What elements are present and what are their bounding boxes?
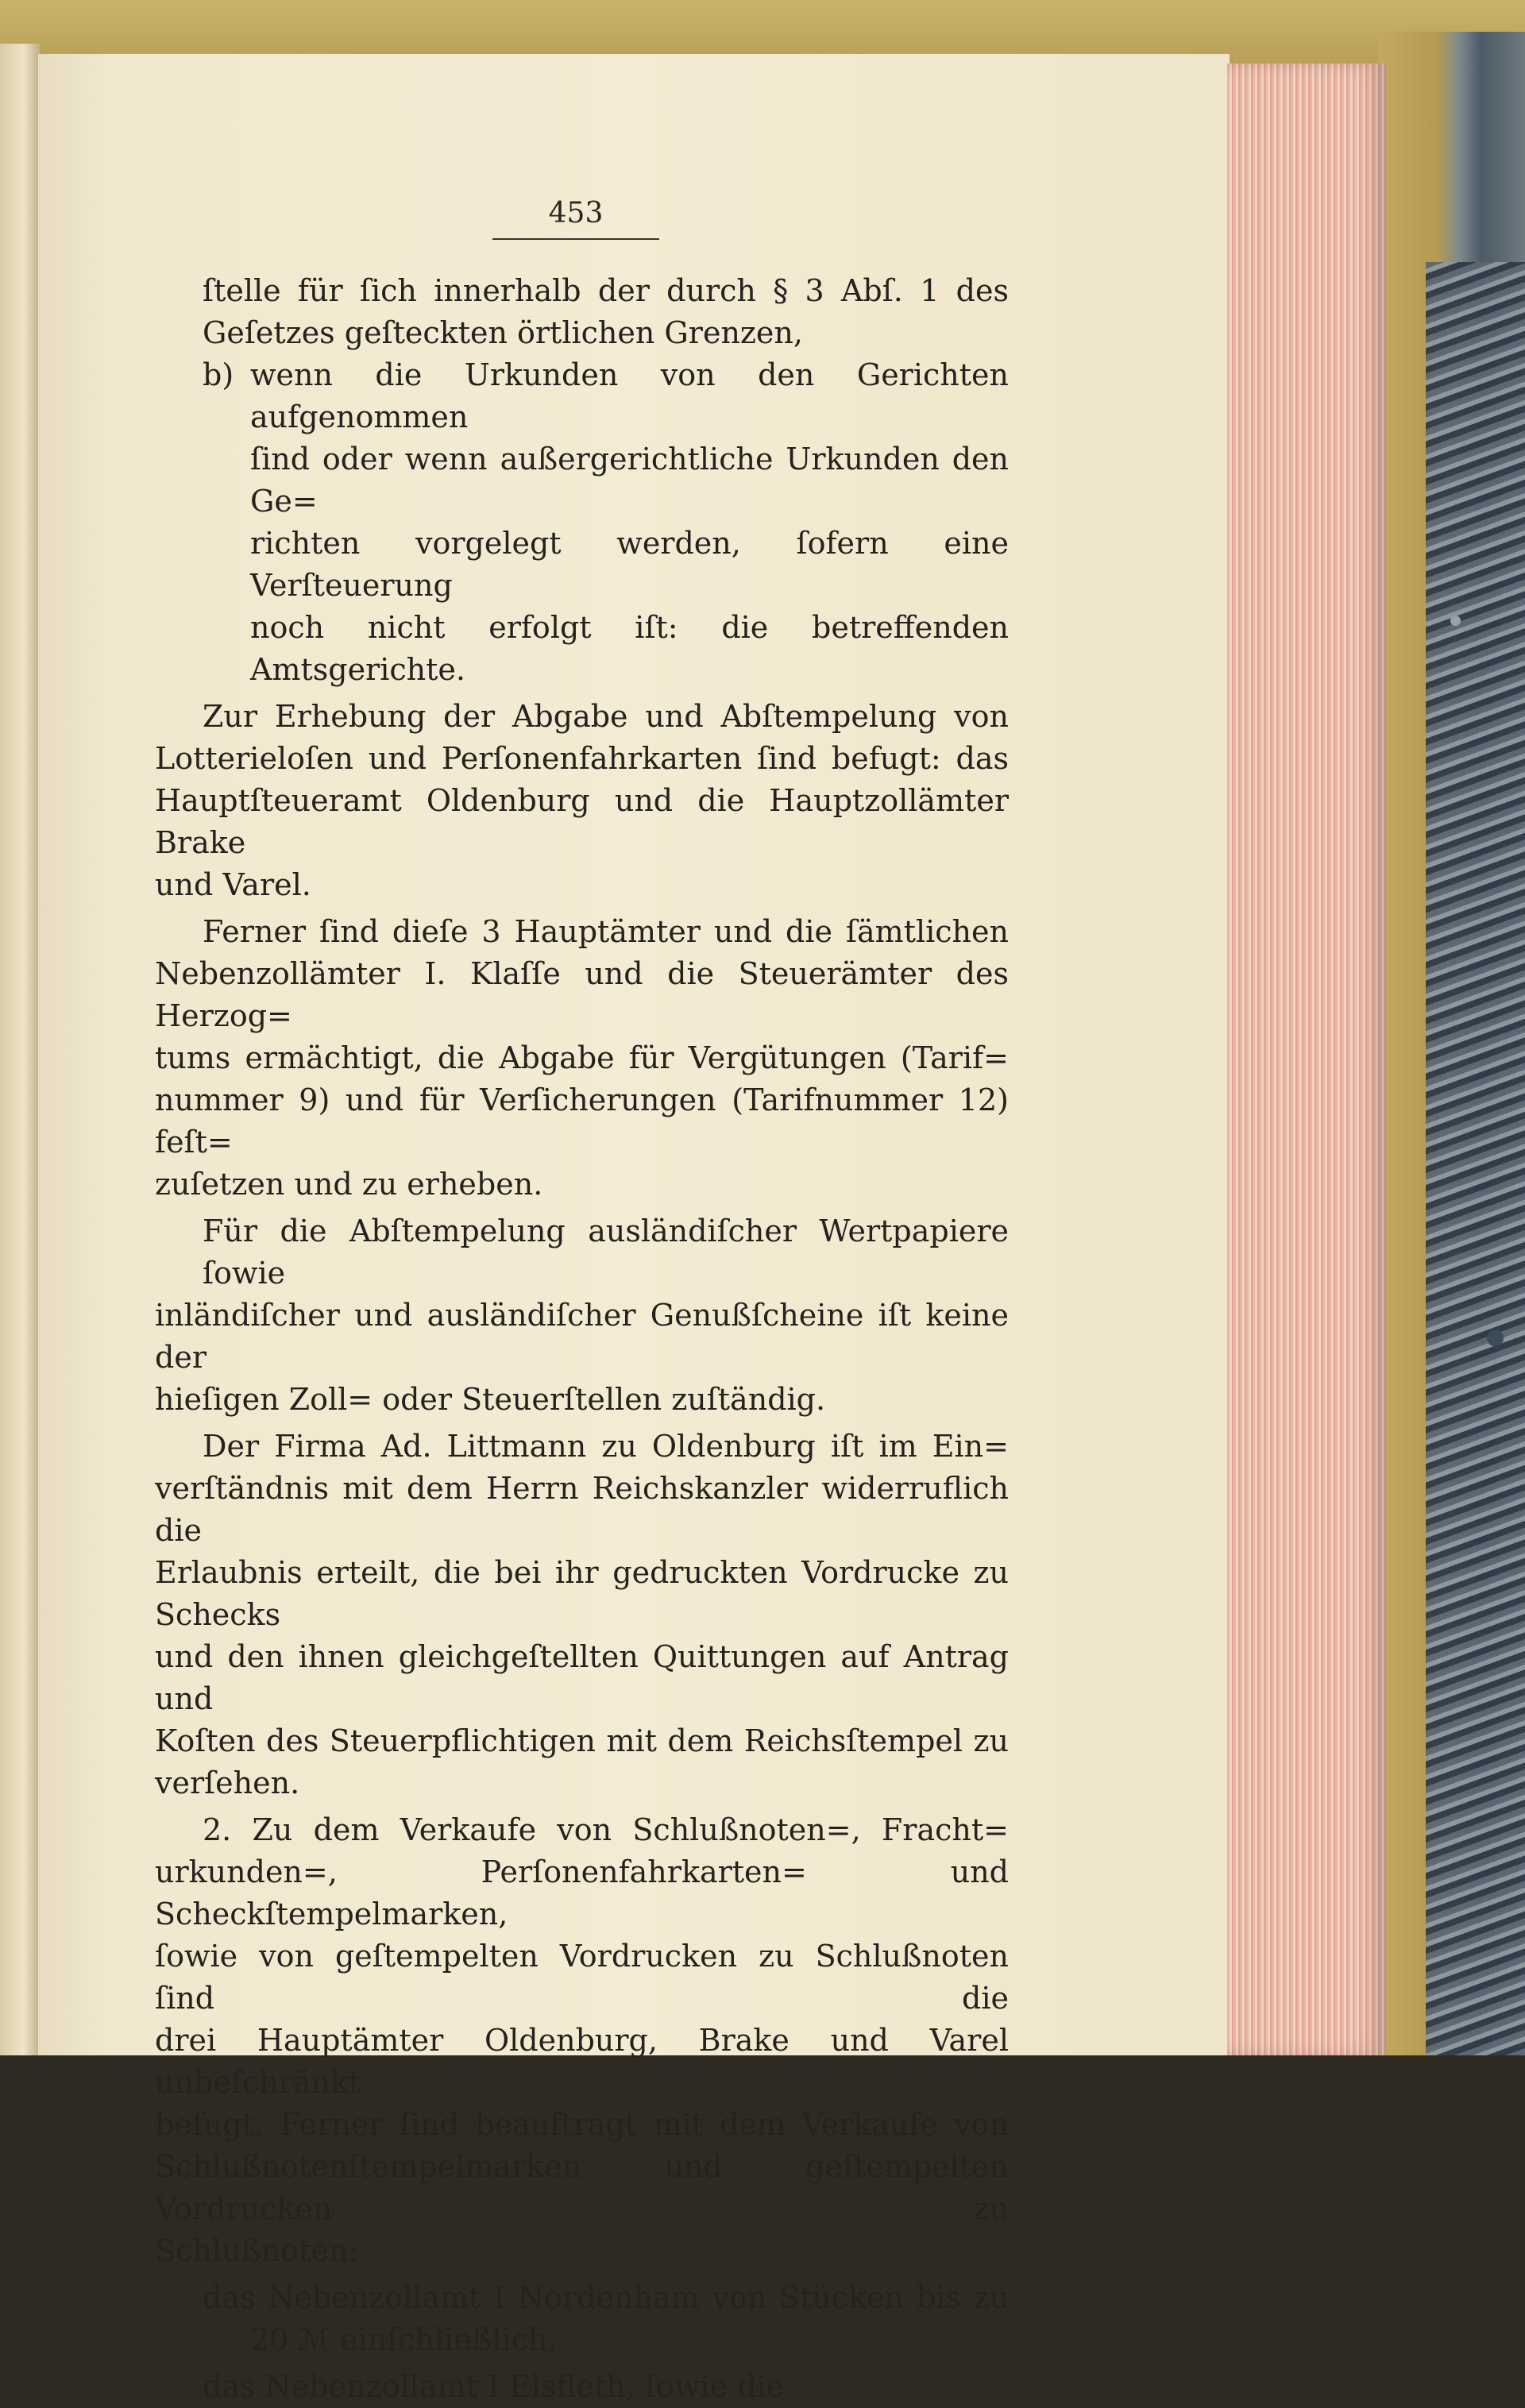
page-number: 453: [548, 197, 604, 230]
text-line: drei Hauptämter Oldenburg, Brake und Varel unbeſchränkt: [155, 2023, 1009, 2100]
text-line: Ferner ſind dieſe 3 Hauptämter und die ſämtlichen: [203, 914, 1009, 949]
text-line: 20 ℳ einſchließlich,: [250, 2322, 558, 2357]
text-line: Nebenzollämter I. Klaſſe und die Steuerämter des Herzog=: [155, 956, 1009, 1033]
text-line: noch nicht erfolgt iſt: die betreffenden Amtsgerichte.: [250, 610, 1009, 687]
header-rule: [492, 238, 659, 240]
text-line: und Varel.: [155, 867, 311, 902]
page-edges: [1227, 64, 1386, 2055]
text-line: Koſten des Steuerpflichtigen mit dem Reichsſtempel zu: [155, 1723, 1009, 1758]
text-line: nummer 9) und für Verſicherungen (Tarifnummer 12) feſt=: [155, 1082, 1009, 1160]
text-line: Für die Abſtempelung ausländiſcher Wertpapiere ſowie: [203, 1214, 1009, 1291]
text-line: Lotterieloſen und Perſonenfahrkarten ſind befugt: das: [155, 741, 1009, 776]
text-line: verſehen.: [155, 1765, 300, 1800]
page-text: [155, 270, 1009, 2408]
text-line: 2. Zu dem Verkaufe von Schlußnoten=, Fracht=: [203, 1812, 1009, 1847]
text-line: verſtändnis mit dem Herrn Reichskanzler widerruflich die: [155, 1471, 1009, 1548]
text-line: Zur Erhebung der Abgabe und Abſtempelung von: [203, 699, 1009, 734]
list-item-b: [155, 354, 1009, 438]
text-line: zuſetzen und zu erheben.: [155, 1167, 543, 1202]
text-line: Geſetzes geſteckten örtlichen Grenzen,: [203, 315, 803, 350]
text-line: Der Firma Ad. Littmann zu Oldenburg iſt im Ein=: [203, 1429, 1009, 1464]
text-line: ſind oder wenn außergerichtliche Urkunden den Ge=: [250, 442, 1009, 519]
text-line: wenn die Urkunden von den Gerichten aufgenommen: [250, 357, 1009, 434]
text-line: tums ermächtigt, die Abgabe für Vergütungen (Tarif=: [155, 1040, 1009, 1075]
text-line: und den ihnen gleichgeſtellten Quittungen auf Antrag und: [155, 1639, 1009, 1716]
left-page-edge: [0, 44, 40, 2055]
text-line: das Nebenzollamt I Elsfleth, ſowie die: [203, 2369, 785, 2404]
text-line: Schlußnotenſtempelmarken und geſtempelten Vordrucken zu: [155, 2149, 1009, 2226]
text-line: das Nebenzollamt I Nordenham von Stücken bis zu: [203, 2280, 1009, 2315]
text-line: Schlußnoten:: [155, 2233, 359, 2268]
text-line: Erlaubnis erteilt, die bei ihr gedruckten Vordrucke zu Schecks: [155, 1555, 1009, 1632]
text-line: richten vorgelegt werden, ſofern eine Verſteuerung: [250, 526, 1009, 603]
list-marker: b): [203, 357, 234, 392]
text-line: Hauptſteueramt Oldenburg und die Hauptzollämter Brake: [155, 783, 1009, 860]
text-line: befugt. Ferner ſind beauftragt mit dem Verkaufe von: [155, 2107, 1009, 2142]
text-line: urkunden=, Perſonenfahrkarten= und Scheckſtempelmarken,: [155, 1854, 1009, 1931]
text-line: hieſigen Zoll= oder Steuerſtellen zuſtändig.: [155, 1382, 826, 1417]
text-line: ſtelle für ſich innerhalb der durch § 3 Abſ. 1 des: [203, 273, 1009, 308]
text-line: ſowie von geſtempelten Vordrucken zu Schlußnoten ſind die: [155, 1939, 1009, 2016]
marbled-cover-paper: [1426, 262, 1525, 2055]
text-line: inländiſcher und ausländiſcher Genußſcheine iſt keine der: [155, 1298, 1009, 1375]
